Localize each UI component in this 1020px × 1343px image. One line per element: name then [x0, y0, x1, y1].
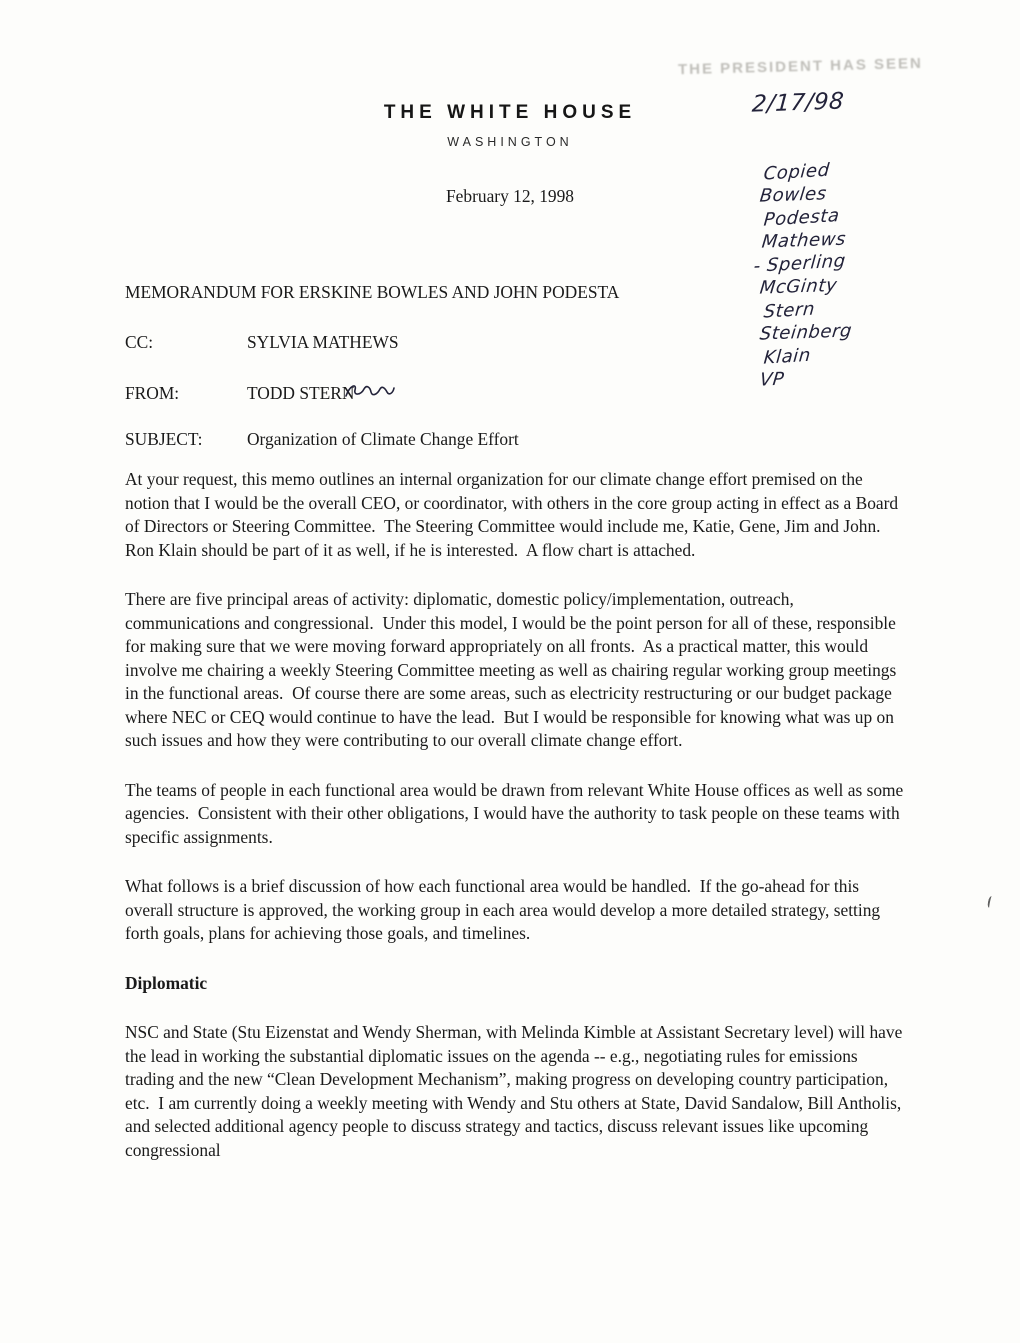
handwritten-note-sperling: - Sperling [752, 250, 847, 277]
cc-label: CC: [125, 332, 154, 352]
ink-mark [987, 896, 994, 909]
cc-value: SYLVIA MATHEWS [247, 332, 399, 352]
cc-row [125, 332, 399, 353]
memorandum-line: MEMORANDUM FOR ERSKINE BOWLES AND JOHN PODESTA [125, 282, 620, 302]
signature-initials-icon [344, 381, 396, 403]
handwritten-note-mathews: Mathews [760, 228, 847, 253]
handwritten-note-bowles: Bowles [758, 183, 828, 207]
handwritten-note-klain: Klain [762, 344, 812, 369]
paragraph-2: There are five principal areas of activity: diplomatic, domestic policy/implementation, outreach, communications and congressional. Under this model, I would be the point person for all of these, responsible for making sure that we were moving forward appropriately on all fronts. As a practical matter, this would involve me chairing a weekly Steering Committee meeting as well as chairing regular working group meetings in the functional areas. Of course there are some areas, such as electricity restructuring or our budget package where NEC or CEQ would continue to have the lead. But I would be responsible for knowing what was up on such issues and how they were contributing to our overall climate change effort. [125, 589, 901, 750]
paragraph-3: The teams of people in each functional area would be drawn from relevant White House offices as well as some agencies. Consistent with their other obligations, I would have the authority to task people on these teams with specific assignments. [125, 779, 908, 847]
from-row [125, 377, 396, 404]
handwritten-note-steinberg: Steinberg [758, 320, 854, 345]
handwritten-date: 2/17/98 [751, 88, 846, 118]
handwritten-note-copied: Copied [762, 159, 831, 185]
paragraph-5: NSC and State (Stu Eizenstat and Wendy Sherman, with Melinda Kimble at Assistant Secretary level) will have the lead in working the substantial diplomatic issues on the agenda -- e.g., negotiating rules for emissions trading and the new “Clean Development Mechanism”, making progress on developing country participation, etc. I am currently doing a weekly meeting with Wendy and Stu others at State, David Sandalow, Bill Antholis, and selected additional agency people to discuss strategy and tactics, discuss relevant issues like upcoming congressional [125, 1022, 907, 1160]
handwritten-note-mcginty: McGinty [758, 274, 839, 299]
handwritten-note-stern: Stern [762, 298, 816, 323]
handwritten-routing-list [752, 159, 854, 391]
memo-date: February 12, 1998 [446, 186, 574, 206]
subject-row [125, 429, 519, 450]
letterhead-subtitle: WASHINGTON [447, 135, 573, 149]
from-value: TODD STERN [247, 383, 355, 403]
subject-label: SUBJECT: [125, 429, 203, 449]
section-heading-diplomatic: Diplomatic [125, 972, 208, 993]
handwritten-note-podesta: Podesta [762, 205, 841, 231]
memo-body [125, 468, 907, 1188]
paragraph-4: What follows is a brief discussion of how each functional area would be handled. If the go-ahead for this overall structure is approved, the working group in each area would develop a more detailed strategy, setting forth goals, plans for achieving those goals, and timelines. [125, 876, 885, 943]
president-seen-stamp: THE PRESIDENT HAS SEEN [677, 54, 924, 79]
handwritten-note-vp: VP [758, 368, 786, 391]
from-label: FROM: [125, 383, 180, 403]
letterhead-title: THE WHITE HOUSE [383, 102, 637, 123]
paragraph-1: At your request, this memo outlines an internal organization for our climate change effort premised on the notion that I would be the overall CEO, or coordinator, with others in the core group acting in effect as a Board of Directors or Steering Committee. The Steering Committee would include me, Katie, Gene, Jim and John. Ron Klain should be part of it as well, if he is interested. A flow chart is attached. [125, 469, 903, 560]
subject-value: Organization of Climate Change Effort [247, 429, 519, 449]
